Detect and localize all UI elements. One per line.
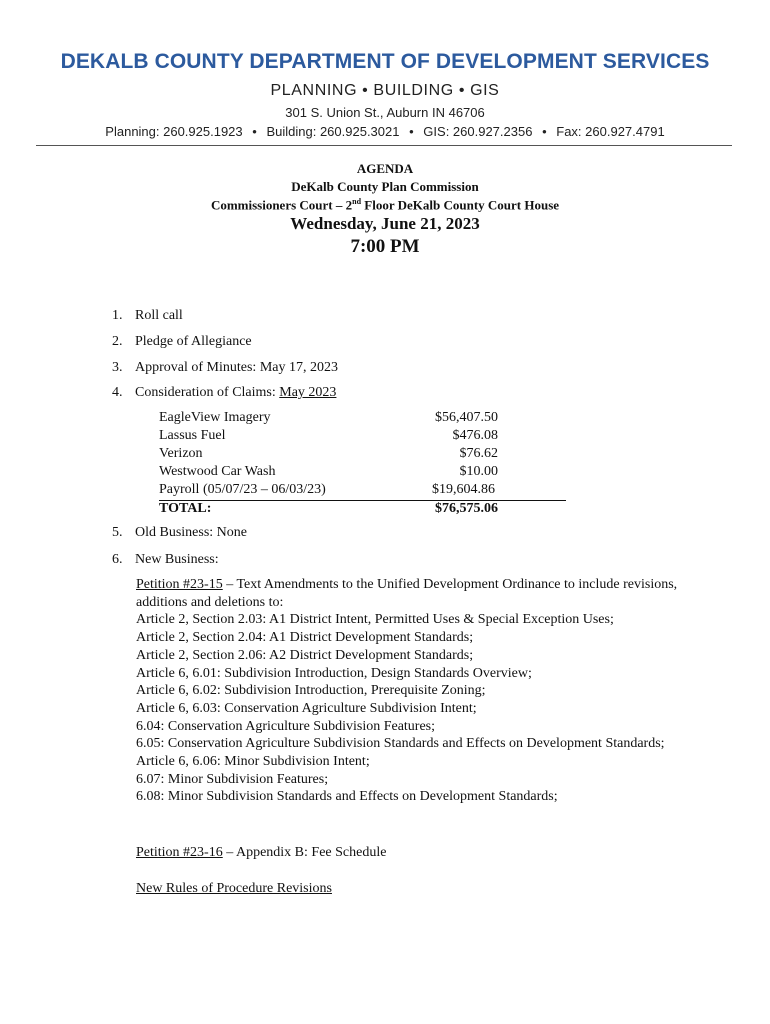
- item-number: 2.: [112, 334, 123, 349]
- item-number: 5.: [112, 525, 123, 540]
- agenda-item-4: [112, 385, 336, 401]
- petition-label: Petition #23-16: [136, 845, 223, 860]
- agenda-body-name: DeKalb County Plan Commission: [291, 179, 479, 194]
- location-text: Commissioners Court – 2: [210, 197, 353, 213]
- amendment-line: Article 2, Section 2.06: A2 District Development Standards;: [136, 647, 474, 663]
- letterhead-divider: [36, 145, 732, 146]
- bullet-separator: •: [252, 124, 257, 139]
- amendment-line: 6.05: Conservation Agriculture Subdivision Standards and Effects on Development Standards;: [136, 736, 665, 752]
- claim-name: Verizon: [159, 446, 203, 461]
- phone-building: Building: 260.925.3021: [266, 124, 400, 139]
- bullet-separator: •: [409, 124, 414, 139]
- item-text: Roll call: [135, 308, 183, 323]
- item-text: New Business:: [135, 552, 219, 567]
- division-line: [0, 82, 770, 100]
- phone-gis: GIS: 260.927.2356: [423, 124, 533, 139]
- amendment-line: Article 2, Section 2.04: A1 District Development Standards;: [136, 630, 474, 646]
- location-ordinal: nd: [352, 197, 362, 206]
- bullet-separator: •: [458, 82, 466, 99]
- claim-amount: $476.08: [452, 428, 498, 443]
- amendment-line: Article 6, 6.03: Conservation Agriculture Subdivision Intent;: [136, 700, 477, 716]
- item-text: Approval of Minutes: May 17, 2023: [135, 360, 338, 375]
- item-text: Old Business: None: [135, 525, 247, 540]
- item-number: 1.: [112, 308, 123, 323]
- department-address: 301 S. Union St., Auburn IN 46706: [285, 105, 485, 120]
- phone-line: [0, 124, 770, 139]
- amendment-line: Article 6, 6.02: Subdivision Introduction, Prerequisite Zoning;: [136, 683, 486, 699]
- petition-intro: [136, 576, 696, 611]
- claim-amount: $19,604.86: [432, 482, 495, 497]
- claim-total-amount: $76,575.06: [435, 501, 498, 516]
- department-title: DEKALB COUNTY DEPARTMENT OF DEVELOPMENT SERVICES: [60, 50, 710, 73]
- agenda-item-6: [112, 552, 219, 568]
- claims-table: [159, 410, 569, 519]
- amendment-line: 6.08: Minor Subdivision Standards and Effects on Development Standards;: [136, 789, 558, 805]
- rules-of-procedure: New Rules of Procedure Revisions: [136, 881, 332, 896]
- phone-planning: Planning: 260.925.1923: [105, 124, 243, 139]
- amendment-line: 6.07: Minor Subdivision Features;: [136, 771, 329, 787]
- claim-total-row: [159, 501, 569, 519]
- claim-amount: $76.62: [459, 446, 498, 461]
- item-number: 6.: [112, 552, 123, 567]
- claim-name: EagleView Imagery: [159, 410, 271, 425]
- claim-total-label: TOTAL:: [159, 501, 212, 516]
- claim-name: Payroll (05/07/23 – 06/03/23): [159, 482, 326, 497]
- item-text: Pledge of Allegiance: [135, 334, 252, 349]
- bullet-separator: •: [542, 124, 547, 139]
- item-number: 3.: [112, 360, 123, 375]
- agenda-heading: AGENDA: [356, 161, 414, 176]
- phone-fax: Fax: 260.927.4791: [556, 124, 665, 139]
- agenda-location: [0, 197, 770, 213]
- petition-23-15: [136, 576, 696, 806]
- claim-name: Lassus Fuel: [159, 428, 226, 443]
- agenda-item-5: [112, 525, 247, 541]
- petition-description: – Text Amendments to the Unified Development Ordinance to include revisions, additions and deletions to:: [136, 577, 678, 610]
- petition-label: Petition #23-15: [136, 577, 223, 592]
- claim-row: [159, 464, 569, 482]
- petition-23-16: [136, 845, 386, 861]
- agenda-date: Wednesday, June 21, 2023: [290, 214, 480, 233]
- division-gis: GIS: [470, 82, 500, 99]
- agenda-time: 7:00 PM: [350, 236, 420, 257]
- amendment-line: Article 6, 6.01: Subdivision Introduction, Design Standards Overview;: [136, 665, 532, 681]
- item-number: 4.: [112, 385, 123, 400]
- claim-row: [159, 482, 566, 501]
- agenda-item-2: [112, 334, 252, 350]
- claim-amount: $10.00: [459, 464, 498, 479]
- claims-period: May 2023: [279, 385, 337, 400]
- bullet-separator: •: [362, 82, 369, 99]
- item-text: Consideration of Claims:: [135, 385, 280, 400]
- claim-row: [159, 428, 569, 446]
- claim-row: [159, 446, 569, 464]
- location-text-rest: Floor DeKalb County Court House: [361, 197, 560, 213]
- claim-row: [159, 410, 569, 428]
- agenda-item-3: [112, 360, 338, 376]
- claim-amount: $56,407.50: [435, 410, 498, 425]
- agenda-item-1: [112, 308, 183, 324]
- division-planning: PLANNING: [270, 82, 358, 99]
- petition-description: – Appendix B: Fee Schedule: [222, 845, 387, 860]
- division-building: BUILDING: [373, 82, 454, 99]
- amendment-line: Article 6, 6.06: Minor Subdivision Intent;: [136, 754, 370, 770]
- amendment-line: Article 2, Section 2.03: A1 District Intent, Permitted Uses & Special Exception Uses;: [136, 612, 614, 628]
- claim-name: Westwood Car Wash: [159, 464, 276, 479]
- amendment-line: 6.04: Conservation Agriculture Subdivision Features;: [136, 718, 436, 734]
